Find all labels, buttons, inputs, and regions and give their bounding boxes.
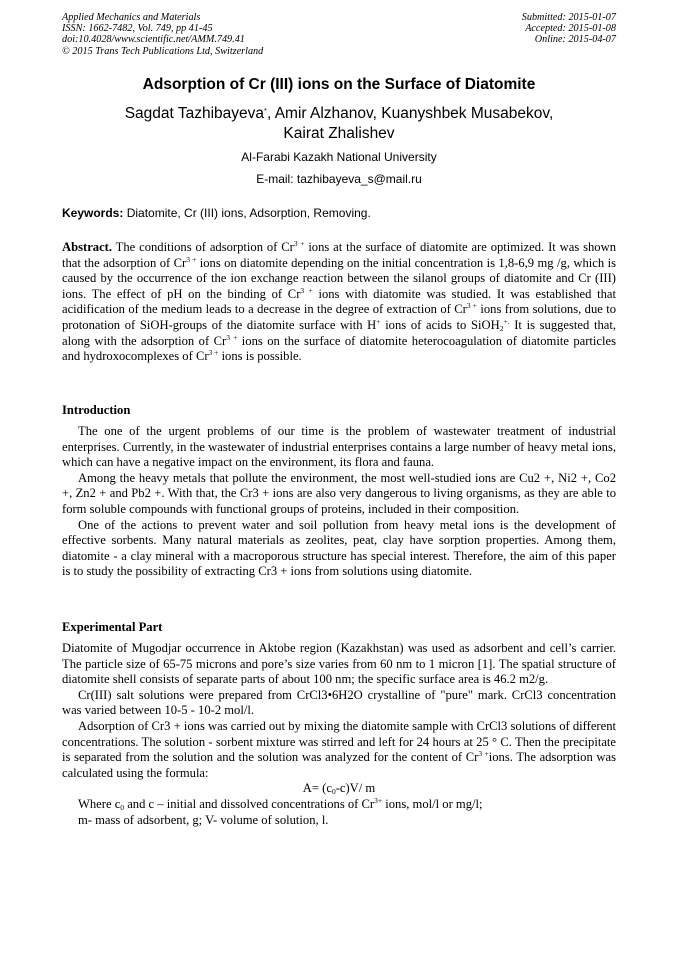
doi-line: doi:10.4028/www.scientific.net/AMM.749.41: [62, 34, 245, 46]
abstract-text: ions of acids to SiOH: [385, 317, 500, 332]
experimental-body: [62, 641, 616, 828]
keywords-text: Diatomite, Cr (III) ions, Adsorption, Removing.: [126, 206, 371, 220]
keywords-label: Keywords:: [62, 206, 124, 220]
superscript: 3 +: [293, 239, 305, 248]
author-last: Kairat Zhalishev: [283, 125, 395, 142]
subscript: 2: [499, 323, 504, 333]
author-list: [90, 104, 588, 144]
superscript: 3 +: [300, 285, 313, 295]
corresponding-mark: *: [264, 106, 267, 115]
publication-dates: [522, 12, 616, 46]
exp-paragraph-2: Cr(III) salt solutions were prepared from CrCl3•6H2O crystalline of "pure" mark. CrCl3 concentration was varied between 10-5 - 10-2 mol/l.: [62, 687, 616, 718]
exp-text: Adsorption of Cr3 + ions was carried out by mixing the diatomite sample with CrCl3 solutions of different concentrations. The solution - sorbent mixture was stirred and left for 24 hours at 25 ° C. Then the precipitate is separated from the solution and the solution was analyzed for the content of Cr: [62, 718, 616, 765]
journal-info: [62, 12, 263, 57]
superscript: 3 +: [478, 749, 489, 759]
intro-paragraph-3: One of the actions to prevent water and soil pollution from heavy metal ions is the development of effective sorbents. Many natural materials as zeolites, peat, clay have sorption properties. Among them, diatomite - a clay mineral with a macroporous structure has special interest. Therefore, the aim of this paper is to study the possibility of extracting Cr3 + ions from solutions using diatomite.: [62, 517, 616, 579]
abstract-text: ions from solutions, due to protonation of SiOH-groups of the diatomite surface with H: [62, 302, 617, 332]
adsorption-formula: [62, 781, 616, 797]
subscript: 0: [331, 787, 336, 797]
superscript: 3+: [374, 795, 383, 805]
superscript: +: [376, 316, 381, 326]
superscript: 3 +: [186, 254, 197, 264]
formula-where: [62, 797, 616, 813]
where-text: ions, mol/l or mg/l;: [385, 796, 483, 811]
author-rest: , Amir Alzhanov, Kuanyshbek Musabekov,: [266, 105, 554, 122]
abstract-text: ions with diatomite was studied. It was established that acidification of the medium leads to a decrease in the degree of extraction of Cr: [62, 286, 617, 317]
exp-paragraph-3: [62, 719, 616, 781]
abstract-text: ions is possible.: [221, 349, 302, 364]
where-text: Where c: [78, 796, 121, 811]
subscript: 0: [120, 802, 125, 812]
exp-paragraph-1: Diatomite of Mugodjar occurrence in Aktobe region (Kazakhstan) was used as adsorbent and cell’s carrier. The particle size of 65-75 microns and pore’s size varies from 60 nm to 1 micron [1]. The spatial structure of diatomite shell consists of separate parts of about 100 nm; the specific surface area is 46.2 m2/g.: [62, 641, 616, 687]
intro-paragraph-2: Among the heavy metals that pollute the environment, the most well-studied ions are Cu2 +, Ni2 +, Co2 +, Zn2 + and Pb2 +. With that, the Cr3 + ions are also very dangerous to living organisms, as they are able to form soluble compounds with functional groups of proteins, included in their composition.: [62, 470, 616, 516]
accepted-date: Accepted: 2015-01-08: [525, 23, 616, 35]
author-email: E-mail: tazhibayeva_s@mail.ru: [256, 172, 422, 186]
online-date: Online: 2015-04-07: [534, 34, 616, 46]
formula-text: -c)V/ m: [335, 781, 376, 796]
author-first: Sagdat Tazhibayeva: [124, 105, 265, 122]
abstract-label: Abstract.: [62, 240, 113, 254]
abstract: [62, 240, 616, 365]
journal-name: Applied Mechanics and Materials: [62, 12, 201, 23]
abstract-text: ions on the surface of diatomite heterocoagulation of diatomite particles and hydroxocomplexes of Cr: [62, 333, 617, 364]
superscript: 3 +: [226, 332, 238, 342]
superscript: 3 +: [208, 348, 219, 358]
introduction-body: [62, 424, 616, 580]
abstract-text: The conditions of adsorption of Cr: [115, 240, 294, 254]
keywords-line: [62, 206, 616, 220]
abstract-text: ions at the surface of diatomite are optimized. It was shown that the adsorption of Cr: [62, 240, 616, 270]
experimental-heading: Experimental Part: [62, 620, 163, 634]
abstract-text: It is suggested that, along with the adsorption of Cr: [62, 317, 616, 348]
superscript: 3 +: [466, 301, 477, 311]
introduction-heading: Introduction: [62, 403, 131, 417]
issn-line: ISSN: 1662-7482, Vol. 749, pp 41-45: [62, 23, 213, 35]
superscript: +.: [503, 316, 510, 326]
abstract-text: ions on diatomite depending on the initial concentration is 1,8-6,9 mg /g, which is caused by the occurrence of the ion exchange reaction between the silanol groups of diatomite and Cr (III) ions. The effect of pH on the binding of Cr: [62, 255, 616, 301]
copyright-line: © 2015 Trans Tech Publications Ltd, Switzerland: [62, 45, 264, 57]
affiliation: Al-Farabi Kazakh National University: [241, 150, 437, 164]
exp-text: ions. The adsorption was calculated using the formula:: [62, 750, 616, 780]
where-text: and c – initial and dissolved concentrations of Cr: [127, 796, 375, 811]
intro-paragraph-1: The one of the urgent problems of our time is the problem of wastewater treatment of industrial enterprises. Currently, in the wastewater of industrial enterprises contains a large number of heavy metal ions, which can have a negative impact on the environment, its flora and fauna.: [62, 424, 616, 470]
formula-mass-volume: m- mass of adsorbent, g; V- volume of solution, l.: [78, 812, 329, 827]
formula-text: A= (c: [302, 781, 332, 796]
submitted-date: Submitted: 2015-01-07: [521, 12, 616, 23]
paper-title: Adsorption of Cr (III) ions on the Surface of Diatomite: [142, 76, 536, 93]
